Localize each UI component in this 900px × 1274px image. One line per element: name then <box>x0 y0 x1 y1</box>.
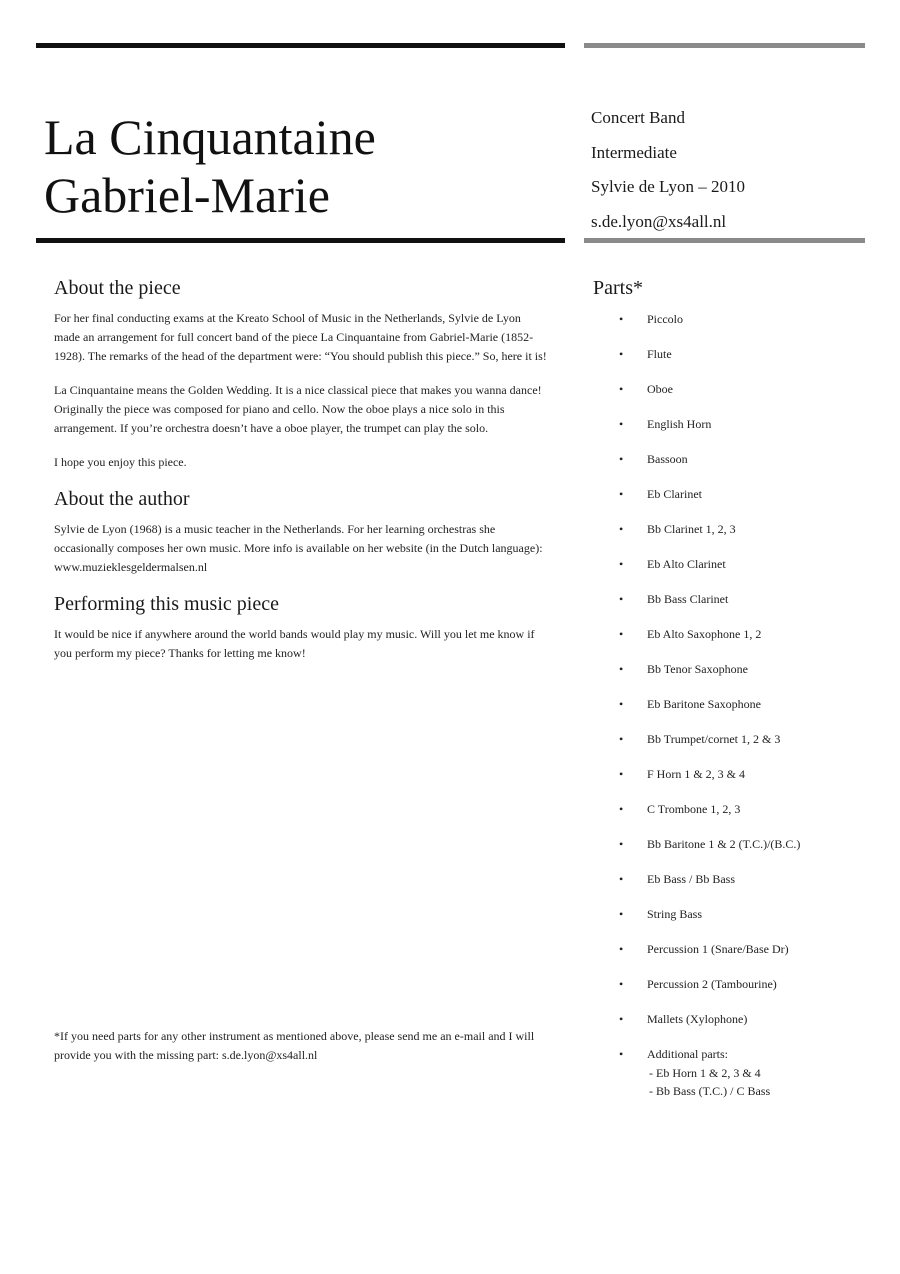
list-item <box>593 521 888 556</box>
bullet-icon: • <box>619 487 624 501</box>
top-rule-left <box>36 43 565 48</box>
about-piece-paragraph-3: I hope you enjoy this piece. <box>54 455 187 469</box>
piece-title: La Cinquantaine <box>44 109 376 165</box>
meta-arranger: Sylvie de Lyon – 2010 <box>591 177 745 196</box>
list-item <box>593 416 888 451</box>
performing-heading: Performing this music piece <box>54 593 279 615</box>
bullet-icon: • <box>619 592 624 606</box>
part-name: Bb Baritone 1 & 2 (T.C.)/(B.C.) <box>647 837 801 851</box>
bullet-icon: • <box>619 767 624 781</box>
meta-email: s.de.lyon@xs4all.nl <box>591 211 727 231</box>
list-item <box>593 451 888 486</box>
part-name: Bb Trumpet/cornet 1, 2 & 3 <box>647 732 781 746</box>
bullet-icon: • <box>619 1047 624 1061</box>
about-author-paragraph: Sylvie de Lyon (1968) is a music teacher in the Netherlands. For her learning orchestras she occasionally composes her own music. More info is available on her website (in the Dutch language): www.muzieklesgeldermalsen.nl <box>54 522 543 574</box>
part-name: Eb Baritone Saxophone <box>647 697 761 711</box>
part-name: Eb Alto Saxophone 1, 2 <box>647 627 762 641</box>
part-name: Eb Alto Clarinet <box>647 557 726 571</box>
part-name: F Horn 1 & 2, 3 & 4 <box>647 767 746 781</box>
part-name: Eb Bass / Bb Bass <box>647 872 736 886</box>
list-item <box>593 941 888 976</box>
list-item <box>593 976 888 1011</box>
additional-part-2: - Bb Bass (T.C.) / C Bass <box>649 1084 771 1098</box>
list-item <box>593 486 888 521</box>
part-name: C Trombone 1, 2, 3 <box>647 802 741 816</box>
bullet-icon: • <box>619 837 624 851</box>
list-item <box>593 801 888 836</box>
bullet-icon: • <box>619 382 624 396</box>
title-rule-right <box>584 238 865 243</box>
bullet-icon: • <box>619 662 624 676</box>
bullet-icon: • <box>619 942 624 956</box>
part-name: Bb Tenor Saxophone <box>647 662 748 676</box>
top-rule-right <box>584 43 865 48</box>
meta-level: Intermediate <box>591 142 677 162</box>
part-name: Bb Clarinet 1, 2, 3 <box>647 522 736 536</box>
list-item <box>593 871 888 906</box>
part-name: Bassoon <box>647 452 688 466</box>
list-item <box>593 766 888 801</box>
part-name: Piccolo <box>647 312 683 326</box>
bullet-icon: • <box>619 872 624 886</box>
list-item <box>593 311 888 346</box>
part-name: English Horn <box>647 417 712 431</box>
parts-list <box>593 311 888 1106</box>
bullet-icon: • <box>619 522 624 536</box>
bullet-icon: • <box>619 557 624 571</box>
list-item <box>593 626 888 661</box>
bullet-icon: • <box>619 452 624 466</box>
additional-parts-label: Additional parts: <box>647 1047 728 1061</box>
part-name: String Bass <box>647 907 703 921</box>
list-item <box>593 731 888 766</box>
list-item <box>593 661 888 696</box>
about-piece-paragraph-2: La Cinquantaine means the Golden Wedding. It is a nice classical piece that makes you wanna dance! Originally the piece was composed for piano and cello. Now the oboe plays a nice solo in this arrangement. If you’re orchestra doesn’t have a oboe player, the trumpet can play the solo. <box>54 383 542 435</box>
bullet-icon: • <box>619 417 624 431</box>
part-name: Percussion 2 (Tambourine) <box>647 977 777 991</box>
part-name: Bb Bass Clarinet <box>647 592 729 606</box>
main-column <box>54 276 549 678</box>
parts-heading: Parts* <box>593 277 643 299</box>
bullet-icon: • <box>619 697 624 711</box>
bullet-icon: • <box>619 627 624 641</box>
title-block <box>44 108 564 224</box>
bullet-icon: • <box>619 732 624 746</box>
bullet-icon: • <box>619 977 624 991</box>
list-item <box>593 1011 888 1046</box>
list-item <box>593 381 888 416</box>
list-item <box>593 346 888 381</box>
title-rule-left <box>36 238 565 243</box>
bullet-icon: • <box>619 347 624 361</box>
list-item <box>593 591 888 626</box>
list-item <box>593 696 888 731</box>
meta-block <box>591 101 881 239</box>
part-name: Eb Clarinet <box>647 487 702 501</box>
list-item <box>593 836 888 871</box>
part-name: Flute <box>647 347 672 361</box>
parts-column <box>593 276 888 1106</box>
bullet-icon: • <box>619 802 624 816</box>
part-name: Oboe <box>647 382 673 396</box>
meta-ensemble: Concert Band <box>591 108 685 127</box>
about-author-heading: About the author <box>54 488 190 510</box>
footnote: *If you need parts for any other instrument as mentioned above, please send me an e-mail and I will provide you with the missing part: s.de.lyon@xs4all.nl <box>54 1029 535 1062</box>
bullet-icon: • <box>619 312 624 326</box>
part-name: Percussion 1 (Snare/Base Dr) <box>647 942 789 956</box>
additional-part-1: - Eb Horn 1 & 2, 3 & 4 <box>649 1066 761 1080</box>
composer-name: Gabriel-Marie <box>44 167 330 223</box>
bullet-icon: • <box>619 907 624 921</box>
list-item <box>593 556 888 591</box>
part-name: Mallets (Xylophone) <box>647 1012 748 1026</box>
list-item-additional <box>593 1046 888 1106</box>
list-item <box>593 906 888 941</box>
bullet-icon: • <box>619 1012 624 1026</box>
performing-paragraph: It would be nice if anywhere around the world bands would play my music. Will you let me know if you perform my piece? Thanks for letting me know! <box>54 627 535 660</box>
about-piece-paragraph-1: For her final conducting exams at the Kreato School of Music in the Netherlands, Sylvie de Lyon made an arrangement for full concert band of the piece La Cinquantaine from Gabriel-Marie (1852-1928). The remarks of the head of the department were: “You should publish this piece.” So, here it is! <box>54 311 547 363</box>
about-piece-heading: About the piece <box>54 277 181 299</box>
